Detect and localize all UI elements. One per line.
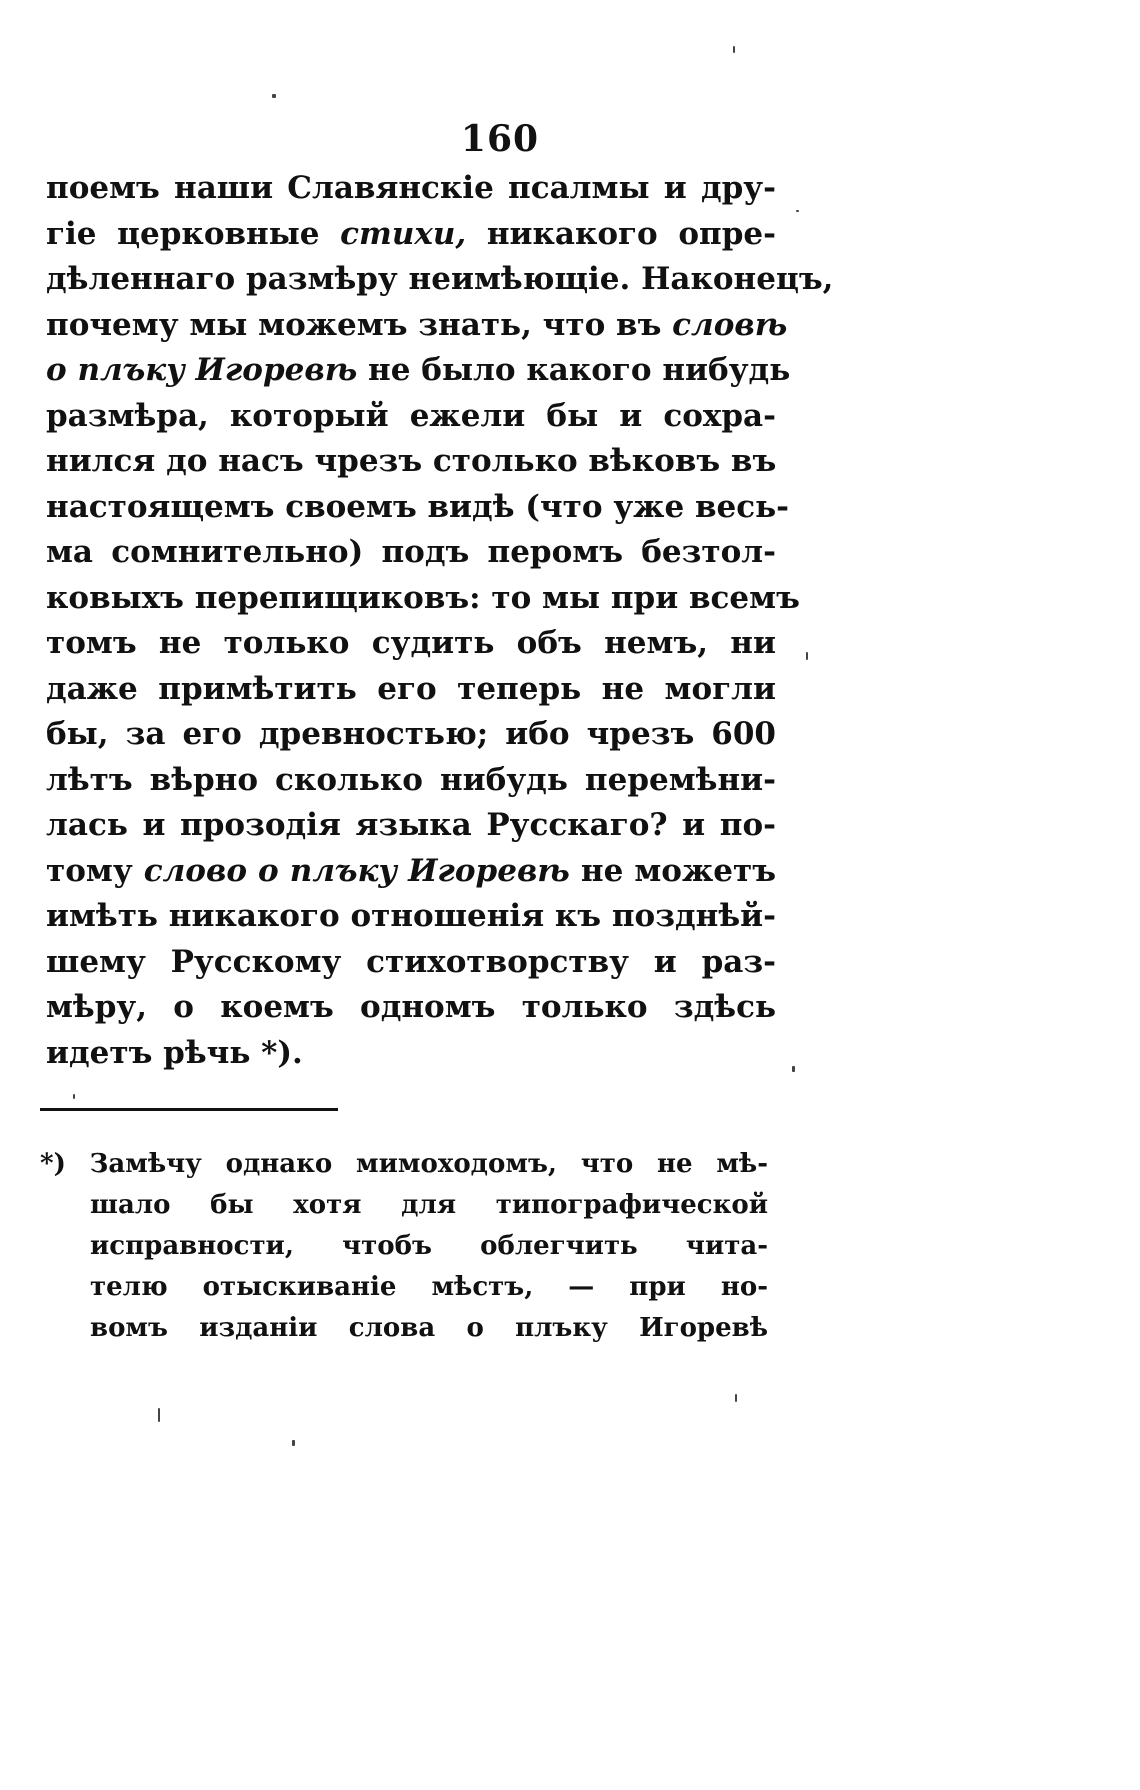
scan-speck xyxy=(735,1394,737,1402)
footnote-separator-rule xyxy=(40,1108,338,1111)
text-span: ковыхъ перепищиковъ: то мы при всемъ xyxy=(46,579,800,616)
scan-speck xyxy=(272,94,276,98)
text-line xyxy=(46,212,776,258)
scan-speck xyxy=(806,652,808,660)
text-line xyxy=(46,394,776,440)
text-line xyxy=(46,303,788,349)
scan-speck xyxy=(733,46,735,53)
text-span: размѣра, который ежели бы и сохра- xyxy=(46,397,776,434)
italic-text-span: слово о плъку Игоревѣ xyxy=(143,852,570,889)
text-line xyxy=(46,621,776,667)
footnote-line: исправности, чтобъ облегчить чита- xyxy=(90,1231,768,1261)
footnote-line: шало бы хотя для типографической xyxy=(90,1190,768,1220)
text-span: не было какого нибудь xyxy=(357,352,791,388)
text-span: томъ не только судить объ немъ, ни xyxy=(46,625,776,661)
text-span: почему мы можемъ знать, что въ xyxy=(46,306,673,343)
text-line xyxy=(46,894,776,940)
text-line xyxy=(46,576,800,622)
text-span: ма сомнительно) подъ перомъ безтол- xyxy=(46,534,776,570)
text-span: никакого опре- xyxy=(466,215,776,252)
footnote-line: телю отыскиваніе мѣстъ, — при но- xyxy=(90,1272,768,1302)
text-span: даже примѣтить его теперь не могли xyxy=(46,670,776,707)
scan-speck xyxy=(158,1408,160,1422)
text-line xyxy=(46,667,776,713)
text-line xyxy=(46,439,776,485)
text-span: не можетъ xyxy=(569,852,776,889)
text-span: лѣтъ вѣрно сколько нибудь перемѣни- xyxy=(46,761,776,798)
scan-speck xyxy=(292,1440,295,1446)
main-text xyxy=(46,166,834,1076)
text-line xyxy=(46,166,776,212)
text-line xyxy=(46,257,834,303)
text-span: дѣленнаго размѣру неимѣющіе. Наконецъ, xyxy=(46,261,834,297)
scan-speck xyxy=(796,210,799,212)
scan-speck xyxy=(792,1066,795,1072)
footnote-line: вомъ изданіи слова о плъку Игоревѣ xyxy=(90,1313,768,1343)
text-line xyxy=(46,940,776,986)
text-line xyxy=(46,530,776,576)
text-span: лась и прозодія языка Русскаго? и по- xyxy=(46,807,776,843)
footnote-line: *) Замѣчу однако мимоходомъ, что не мѣ- xyxy=(40,1149,768,1179)
page-number: 160 xyxy=(460,118,540,160)
text-line xyxy=(46,849,776,895)
text-span: имѣть никакого отношенія къ позднѣй- xyxy=(46,898,777,934)
scan-speck xyxy=(73,1094,75,1099)
text-span: гіе церковные xyxy=(46,215,341,252)
text-span: тому xyxy=(46,852,144,889)
text-line xyxy=(46,1031,776,1077)
text-line xyxy=(46,348,791,394)
text-line xyxy=(46,803,776,849)
text-span: настоящемъ своемъ видѣ (что уже весь- xyxy=(46,488,790,525)
text-line xyxy=(46,485,790,531)
text-span: идетъ рѣчь *). xyxy=(46,1034,303,1071)
text-span: мѣру, о коемъ одномъ только здѣсь xyxy=(46,989,776,1025)
italic-text-span: стихи, xyxy=(340,215,467,252)
text-line xyxy=(46,985,776,1031)
italic-text-span: словѣ xyxy=(672,306,788,343)
text-span: поемъ наши Славянскіе псалмы и дру- xyxy=(46,170,776,206)
text-line xyxy=(46,712,776,758)
italic-text-span: о плъку Игоревѣ xyxy=(46,352,358,388)
text-span: бы, за его древностью; ибо чрезъ 600 xyxy=(46,716,776,752)
text-span: шему Русскому стихотворству и раз- xyxy=(46,943,776,980)
footnote xyxy=(40,1144,768,1349)
text-line xyxy=(46,758,776,804)
text-span: нился до насъ чрезъ столько вѣковъ въ xyxy=(46,443,777,479)
